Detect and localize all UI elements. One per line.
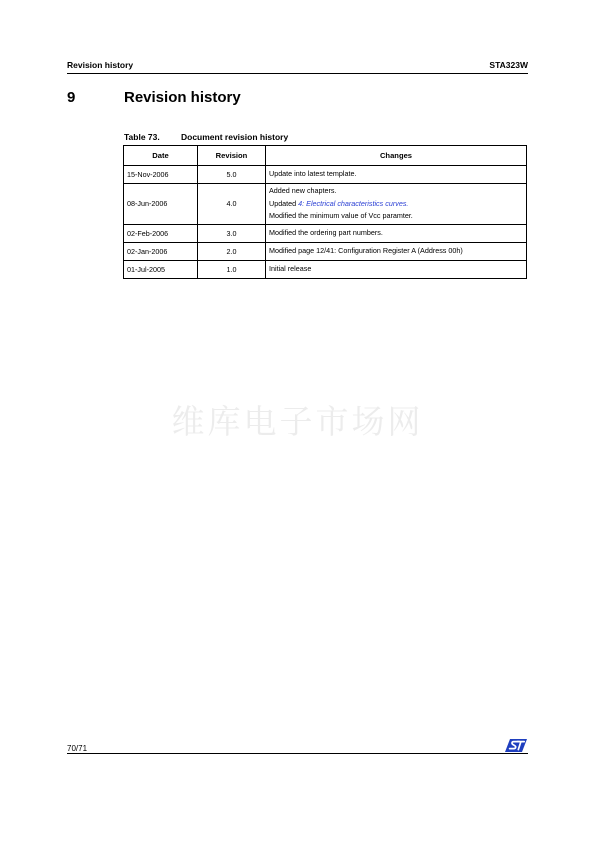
cell-changes: Modified page 12/41: Configuration Register A (Address 00h) <box>266 242 527 260</box>
revision-history-table <box>123 145 527 279</box>
running-header-title: Revision history <box>67 60 134 70</box>
footer-divider <box>67 753 528 754</box>
cell-changes: Initial release <box>266 260 527 278</box>
column-header-revision: Revision <box>198 146 266 166</box>
cell-date: 08-Jun-2006 <box>124 184 198 225</box>
section-title: Revision history <box>124 89 241 106</box>
cell-changes: Modified the ordering part numbers. <box>266 224 527 242</box>
cell-date: 01-Jul-2005 <box>124 260 198 278</box>
table-row <box>124 184 527 225</box>
cell-date: 15-Nov-2006 <box>124 166 198 184</box>
running-header-part-number: STA323W <box>489 60 528 70</box>
table-row <box>124 166 527 184</box>
cell-revision: 4.0 <box>198 184 266 225</box>
table-header-row <box>124 146 527 166</box>
change-line: Added new chapters. <box>269 186 337 195</box>
table-caption <box>124 132 288 142</box>
column-header-date: Date <box>124 146 198 166</box>
cell-revision: 3.0 <box>198 224 266 242</box>
cell-revision: 1.0 <box>198 260 266 278</box>
column-header-changes: Changes <box>266 146 527 166</box>
cell-revision: 2.0 <box>198 242 266 260</box>
cell-date: 02-Feb-2006 <box>124 224 198 242</box>
cell-date: 02-Jan-2006 <box>124 242 198 260</box>
change-line <box>269 198 523 211</box>
cell-changes: Update into latest template. <box>266 166 527 184</box>
watermark: 维库电子市场网 <box>171 402 424 441</box>
table-row <box>124 242 527 260</box>
cell-revision: 5.0 <box>198 166 266 184</box>
page-number: 70/71 <box>67 744 88 753</box>
table-caption-label: Table 73. <box>124 132 160 142</box>
section-number: 9 <box>67 89 76 106</box>
cell-changes <box>266 184 527 225</box>
change-line: Modified the minimum value of Vcc paramter. <box>269 211 413 220</box>
change-prefix: Updated <box>269 198 299 208</box>
table-caption-title: Document revision history <box>181 132 289 142</box>
table-row <box>124 224 527 242</box>
cross-reference-link[interactable]: 4: Electrical characteristics curves. <box>298 198 409 208</box>
table-row <box>124 260 527 278</box>
header-divider <box>67 73 528 74</box>
st-logo-icon <box>505 739 527 752</box>
